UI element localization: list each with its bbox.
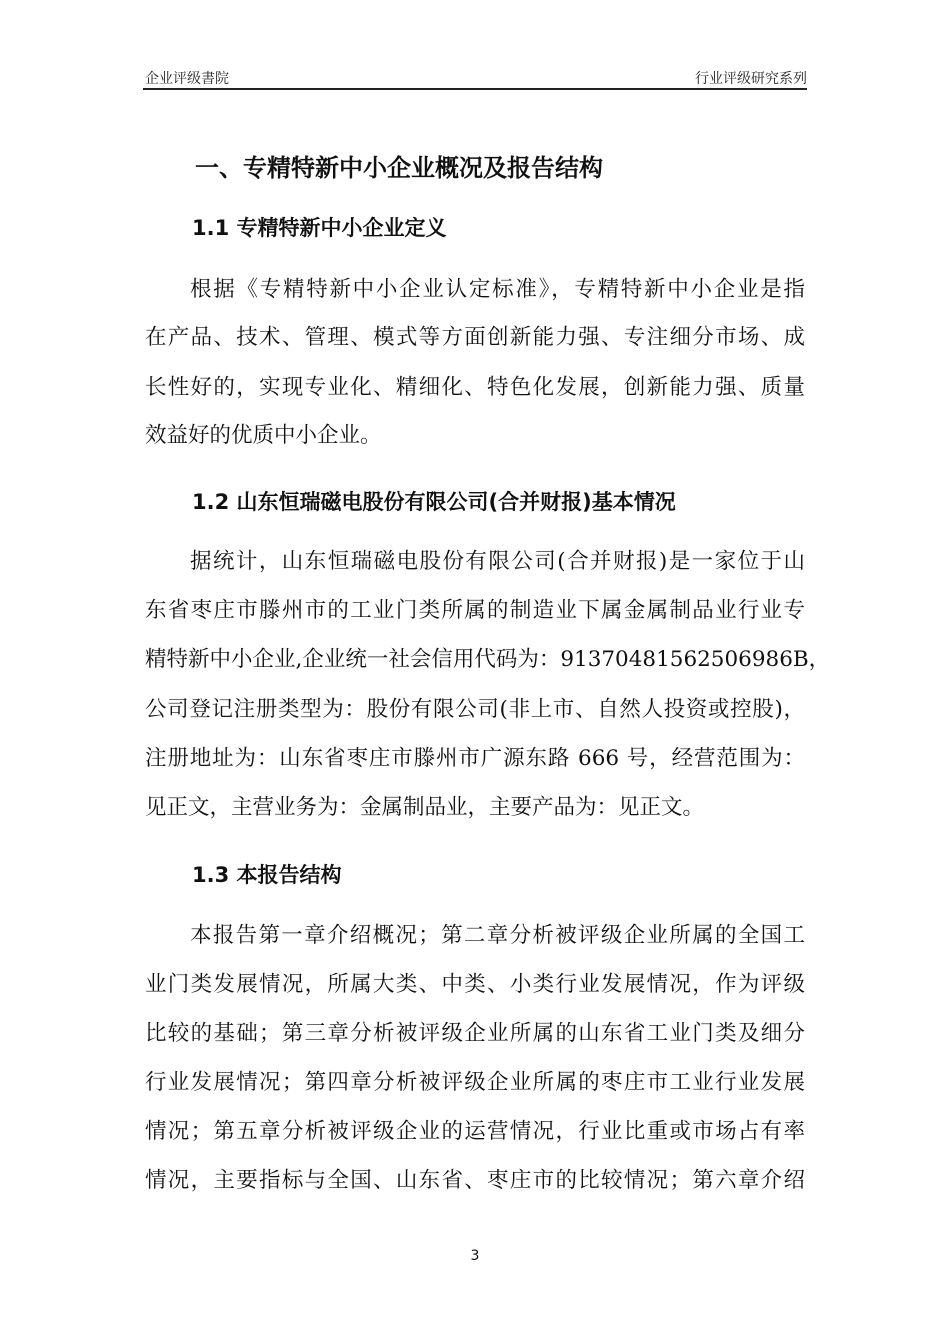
paragraph-line: 在产品、技术、管理、模式等方面创新能力强、专注细分市场、成 xyxy=(145,325,805,350)
paragraph-line: 见正文，主营业务为：金属制品业，主要产品为：见正文。 xyxy=(145,795,705,820)
subsection-title-1-1: 1.1 专精特新中小企业定义 xyxy=(192,216,447,240)
page-number: 3 xyxy=(470,1248,480,1264)
paragraph-line: 效益好的优质中小企业。 xyxy=(145,423,382,448)
paragraph-line: 根据《专精特新中小企业认定标准》，专精特新中小企业是指 xyxy=(190,277,805,302)
paragraph-line: 情况；第五章分析被评级企业的运营情况，行业比重或市场占有率 xyxy=(145,1119,805,1144)
section-title: 一、专精特新中小企业概况及报告结构 xyxy=(195,154,603,182)
paragraph-line: 精特新中小企业,企业统一社会信用代码为：91370481562506986B， xyxy=(145,647,831,672)
paragraph-line: 情况，主要指标与全国、山东省、枣庄市的比较情况；第六章介绍 xyxy=(145,1168,805,1193)
paragraph-line: 比较的基础；第三章分析被评级企业所属的山东省工业门类及细分 xyxy=(145,1021,805,1046)
paragraph-line: 长性好的，实现专业化、精细化、特色化发展，创新能力强、质量 xyxy=(145,375,805,400)
paragraph-line: 行业发展情况；第四章分析被评级企业所属的枣庄市工业行业发展 xyxy=(145,1070,805,1095)
subsection-title-1-2: 1.2 山东恒瑞磁电股份有限公司(合并财报)基本情况 xyxy=(192,490,676,514)
paragraph-line: 业门类发展情况，所属大类、中类、小类行业发展情况，作为评级 xyxy=(145,972,805,997)
subsection-title-1-3: 1.3 本报告结构 xyxy=(192,863,342,887)
paragraph-line: 公司登记注册类型为：股份有限公司(非上市、自然人投资或控股)， xyxy=(145,697,805,722)
paragraph-line: 本报告第一章介绍概况；第二章分析被评级企业所属的全国工 xyxy=(190,923,805,948)
paragraph-line: 据统计，山东恒瑞磁电股份有限公司(合并财报)是一家位于山 xyxy=(190,549,805,574)
header-left: 企业评级書院 xyxy=(145,71,229,87)
paragraph-line: 东省枣庄市滕州市的工业门类所属的制造业下属金属制品业行业专 xyxy=(145,598,805,623)
header-right: 行业评级研究系列 xyxy=(695,71,807,87)
header-rule xyxy=(143,88,807,90)
paragraph-line: 注册地址为：山东省枣庄市滕州市广源东路 666 号，经营范围为： xyxy=(145,746,805,771)
